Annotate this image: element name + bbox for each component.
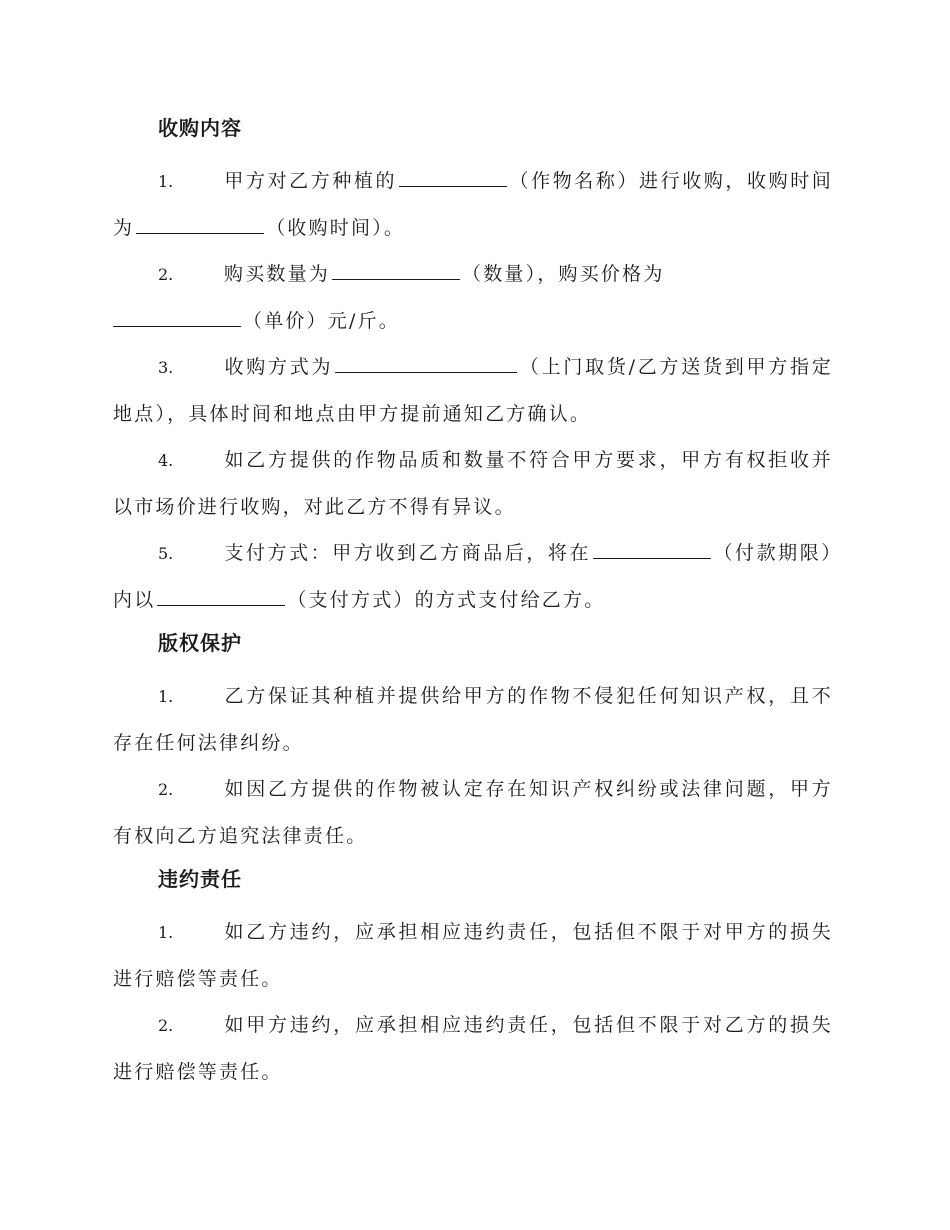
clause-purchase-3 (113, 344, 833, 437)
fill-blank-unit-price[interactable] (113, 306, 241, 327)
clause-text: 支付方式：甲方收到乙方商品后，将在 (224, 542, 592, 564)
clause-purchase-1 (113, 158, 833, 251)
clause-text: 如因乙方提供的作物被认定存在知识产权纠纷或法律问题，甲方有权向乙方追究法律责任。 (113, 778, 833, 847)
clause-text: 购买数量为 (224, 263, 331, 285)
fill-blank-payment-term[interactable] (593, 538, 711, 559)
clause-breach-1 (113, 909, 833, 1002)
clause-text: （数量），购买价格为 (462, 263, 665, 285)
fill-blank-quantity[interactable] (332, 259, 460, 280)
clause-copyright-2 (113, 766, 833, 859)
clause-text: （付款期限）内以 (113, 542, 834, 611)
fill-blank-payment-method[interactable] (157, 585, 285, 606)
fill-blank-purchase-method[interactable] (335, 352, 517, 373)
clause-number: 1. (158, 172, 174, 191)
clause-text: （收购时间）。 (266, 217, 406, 239)
clause-text: 如乙方提供的作物品质和数量不符合甲方要求，甲方有权拒收并以市场价进行收购，对此乙方不得有异议。 (113, 449, 833, 518)
clause-purchase-5 (113, 530, 833, 623)
clause-number: 3. (158, 358, 174, 377)
clause-number: 1. (158, 687, 174, 706)
clause-text: 甲方对乙方种植的 (224, 170, 398, 192)
clause-number: 1. (158, 923, 174, 942)
section-heading-breach: 违约责任 (158, 867, 242, 891)
document-page (113, 112, 833, 1095)
clause-number: 5. (158, 544, 174, 563)
clause-text: （上门取货/乙方送货到甲方指定地点），具体时间和地点由甲方提前通知乙方确认。 (113, 356, 833, 425)
clause-text: （作物名称）进行收购，收购时间为 (113, 170, 833, 239)
clause-text: 乙方保证其种植并提供给甲方的作物不侵犯任何知识产权，且不存在任何法律纠纷。 (113, 685, 833, 754)
fill-blank-crop-name[interactable] (399, 166, 507, 187)
clause-text: 收购方式为 (224, 356, 334, 378)
clause-number: 2. (158, 780, 174, 799)
clause-text: 如甲方违约，应承担相应违约责任，包括但不限于对乙方的损失进行赔偿等责任。 (113, 1014, 833, 1083)
clause-number: 2. (158, 1016, 174, 1035)
clause-purchase-2 (113, 251, 833, 344)
section-heading-purchase: 收购内容 (158, 116, 242, 140)
clause-text: 如乙方违约，应承担相应违约责任，包括但不限于对甲方的损失进行赔偿等责任。 (113, 921, 833, 990)
clause-number: 4. (158, 451, 174, 470)
section-heading-copyright: 版权保护 (158, 631, 242, 655)
clause-number: 2. (158, 265, 174, 284)
clause-text: （单价）元/斤。 (243, 310, 401, 332)
clause-text: （支付方式）的方式支付给乙方。 (287, 589, 606, 611)
clause-purchase-4 (113, 437, 833, 530)
clause-copyright-1 (113, 673, 833, 766)
clause-breach-2 (113, 1002, 833, 1095)
fill-blank-purchase-time[interactable] (136, 213, 264, 234)
